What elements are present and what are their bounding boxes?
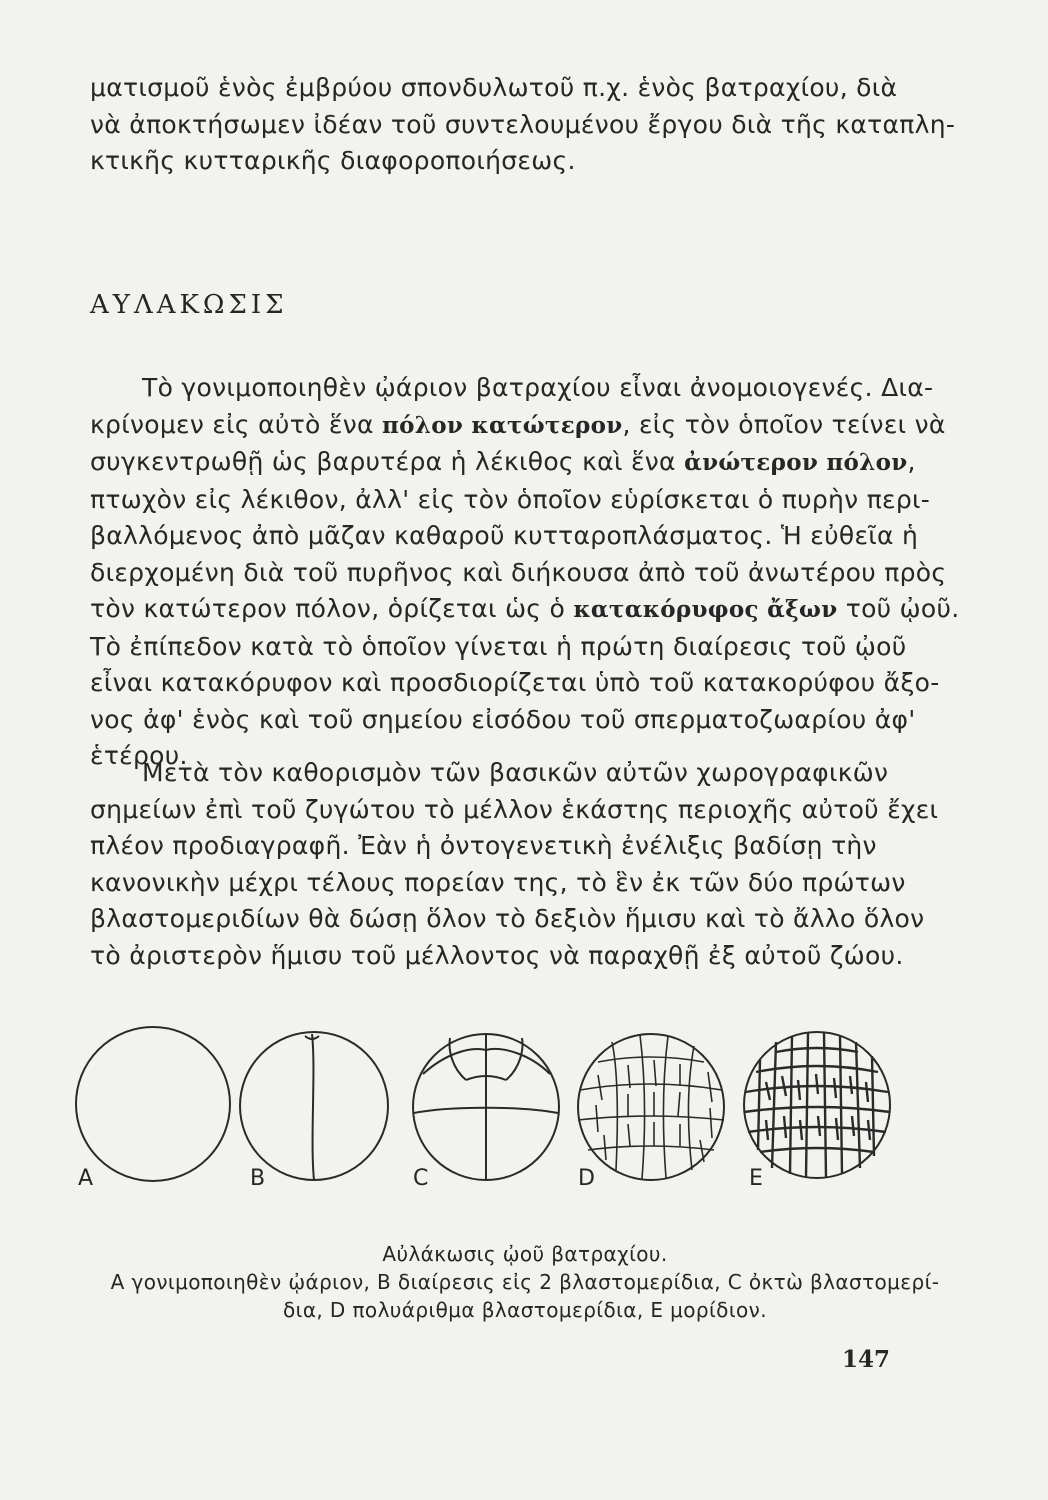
caption-line: A γονιμοποιηθὲν ᾠάριον, B διαίρεσις εἰς 2 βλαστομερίδια, C ὀκτὼ βλαστομερί- — [110, 1270, 940, 1294]
text-line: ἑτέρου. — [90, 741, 188, 770]
egg-c-drawing — [413, 1034, 559, 1180]
term-vertical-axis: κατακόρυφος ἄξων — [573, 596, 838, 623]
text-line: εἶναι κατακόρυφον καὶ προσδιορίζεται ὑπὸ τοῦ κατακορύφου ἄξο- — [90, 668, 940, 697]
text-line: κτικῆς κυτταρικῆς διαφοροποιήσεως. — [90, 146, 576, 175]
text-line: Τὸ ἐπίπεδον κατὰ τὸ ὁποῖον γίνεται ἡ πρώτη διαίρεσις τοῦ ᾠοῦ — [90, 631, 907, 661]
text-line: σημείων ἐπὶ τοῦ ζυγώτου τὸ μέλλον ἑκάστης περιοχῆς αὐτοῦ ἔχει — [90, 794, 939, 824]
text-run: τοῦ ᾠοῦ. — [837, 594, 960, 623]
section-heading: ΑΥΛΑΚΩΣΙΣ — [90, 290, 288, 320]
caption-title: Αὐλάκωσις ᾠοῦ βατραχίου. — [382, 1242, 668, 1266]
egg-d-drawing — [578, 1034, 724, 1180]
figure-label-d: D — [578, 1166, 595, 1191]
text-line: νὰ ἀποκτήσωμεν ἰδέαν τοῦ συντελουμένου ἔργου διὰ τῆς καταπλη- — [90, 109, 956, 139]
caption-line: δια, D πολυάριθμα βλαστομερίδια, E μορίδιον. — [283, 1298, 767, 1322]
cleavage-figure — [0, 1020, 1048, 1200]
text-run: συγκεντρωθῇ ὡς βαρυτέρα ἡ λέκιθος καὶ ἕνα — [90, 447, 685, 476]
text-line: βαλλόμενος ἀπὸ μᾶζαν καθαροῦ κυτταροπλάσματος. Ἡ εὐθεῖα ἡ — [90, 521, 919, 550]
egg-b-drawing — [240, 1032, 388, 1180]
text-line: τὸ ἀριστερὸν ἥμισυ τοῦ μέλλοντος νὰ παραχθῇ ἐξ αὐτοῦ ζώου. — [90, 940, 904, 970]
figure-label-b: B — [250, 1166, 266, 1191]
term-lower-pole: πόλον κατώτερον — [382, 411, 623, 439]
figure-label-a: A — [78, 1166, 94, 1191]
figure-caption — [60, 1240, 990, 1324]
text-line — [90, 591, 960, 629]
figure-label-e: E — [749, 1166, 763, 1191]
egg-e-drawing — [744, 1032, 890, 1178]
text-line: νος ἀφ' ἑνὸς καὶ τοῦ σημείου εἰσόδου τοῦ σπερματοζωαρίου ἀφ' — [90, 704, 916, 734]
text-run: , εἰς τὸν ὁποῖον τείνει νὰ — [622, 409, 946, 439]
text-line: διερχομένη διὰ τοῦ πυρῆνος καὶ διήκουσα ἀπὸ τοῦ ἀνωτέρου πρὸς — [90, 557, 947, 587]
text-line — [90, 444, 916, 482]
term-upper-pole: ἀνώτερον πόλον — [684, 449, 908, 476]
page-number: 147 — [841, 1346, 890, 1373]
text-run: κρίνομεν εἰς αὐτὸ ἕνα — [90, 409, 382, 439]
text-line: πτωχὸν εἰς λέκιθον, ἀλλ' εἰς τὸν ὁποῖον εὑρίσκεται ὁ πυρὴν περι- — [90, 484, 931, 514]
text-line: Μετὰ τὸν καθορισμὸν τῶν βασικῶν αὐτῶν χωρογραφικῶν — [142, 758, 889, 787]
paragraph-cleavage-intro — [90, 370, 960, 775]
text-line: Τὸ γονιμοποιηθὲν ᾠάριον βατραχίου εἶναι ἀνομοιογενές. Δια- — [142, 373, 934, 402]
text-line: κανονικὴν μέχρι τέλους πορείαν της, τὸ ἓν ἐκ τῶν δύο πρώτων — [90, 867, 906, 897]
figure-label-c: C — [413, 1166, 429, 1191]
egg-a-drawing — [76, 1027, 230, 1181]
text-run: , — [907, 447, 916, 476]
paragraph-blastomeres — [90, 755, 939, 974]
top-paragraph — [90, 70, 956, 180]
text-line — [90, 407, 946, 445]
text-run: τὸν κατώτερον πόλον, ὁρίζεται ὡς ὁ — [90, 594, 574, 623]
text-line: πλέον προδιαγραφῆ. Ἐὰν ἡ ὀντογενετικὴ ἐνέλιξις βαδίσῃ τὴν — [90, 831, 877, 860]
text-line: βλαστομεριδίων θὰ δώσῃ ὅλον τὸ δεξιὸν ἥμισυ καὶ τὸ ἄλλο ὅλον — [90, 904, 925, 933]
text-line: ματισμοῦ ἑνὸς ἐμβρύου σπονδυλωτοῦ π.χ. ἑνὸς βατραχίου, διὰ — [90, 73, 898, 102]
